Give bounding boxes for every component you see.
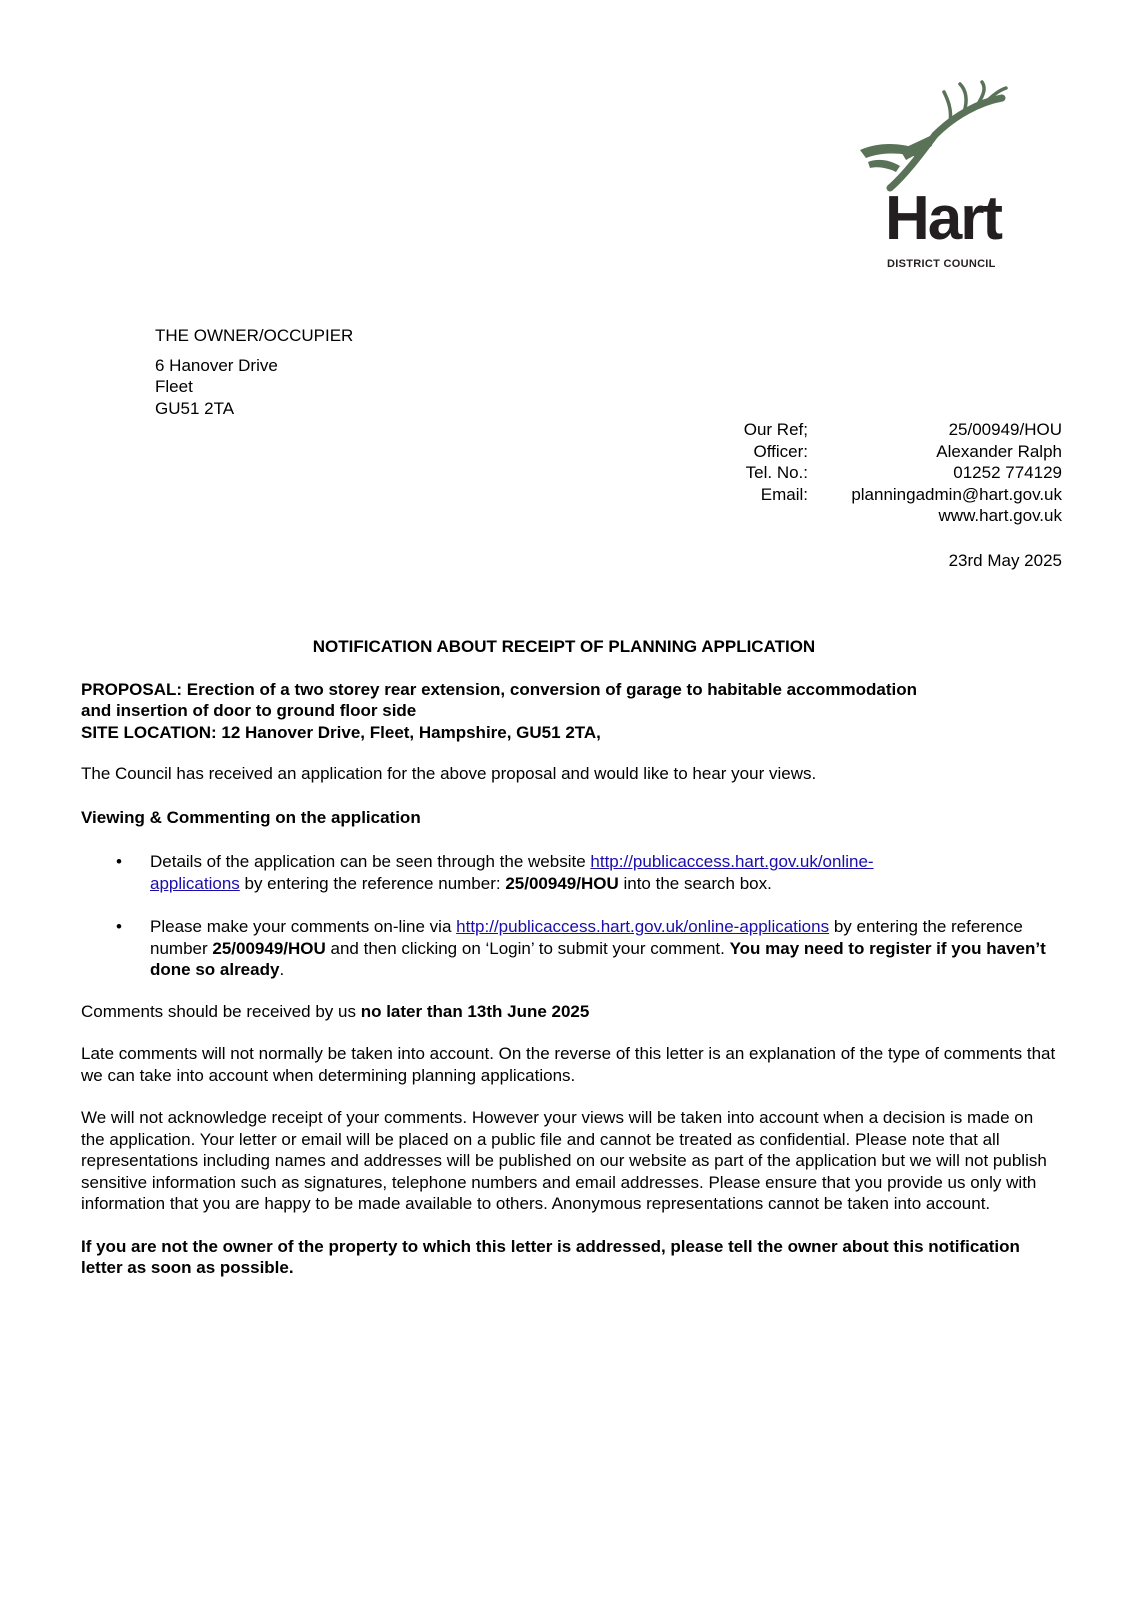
bullet2-text-mid: by entering the reference number	[150, 917, 1023, 958]
instructions-list	[81, 851, 1061, 981]
hart-logo	[860, 80, 1030, 275]
bullet2-text-end: .	[279, 960, 285, 979]
list-item	[81, 916, 1061, 981]
bullet1-text: Details of the application can be seen through the website	[150, 852, 591, 871]
deadline-text	[81, 1001, 1061, 1023]
bullet1-text-mid: by entering the reference number:	[239, 873, 506, 893]
viewing-heading: Viewing & Commenting on the application	[81, 807, 421, 827]
bullet2-ref: 25/00949/HOU	[212, 938, 326, 958]
list-item	[81, 851, 1061, 894]
register-note: You may need to register if you haven’t done so already	[150, 938, 1046, 979]
deadline-date: no later than 13th June 2025	[360, 1001, 590, 1021]
email-value: planningadmin@hart.gov.uk	[851, 484, 1062, 504]
tel-value: 01252 774129	[953, 463, 1062, 482]
proposal-line-2: and insertion of door to ground floor side	[81, 701, 417, 720]
letter-title: NOTIFICATION ABOUT RECEIPT OF PLANNING APPLICATION	[312, 637, 816, 656]
email-label: Email:	[760, 484, 808, 504]
recipient-name: THE OWNER/OCCUPIER	[155, 326, 354, 345]
logo-wordmark: Hart	[885, 184, 1002, 253]
online-applications-link[interactable]: http://publicaccess.hart.gov.uk/online-	[590, 852, 874, 871]
bullet2-text-mid2: and then clicking on ‘Login’ to submit your comment.	[325, 938, 730, 958]
comment-online-link[interactable]: http://publicaccess.hart.gov.uk/online-applications	[456, 917, 830, 936]
recipient-address	[155, 325, 353, 419]
intro-text: The Council has received an application for the above proposal and would like to hear your views.	[81, 764, 817, 783]
stag-icon	[860, 80, 1030, 195]
logo-subtitle: DISTRICT COUNCIL	[887, 258, 996, 270]
bullet1-ref: 25/00949/HOU	[505, 873, 619, 893]
officer-value: Alexander Ralph	[936, 441, 1062, 461]
owner-notice: If you are not the owner of the property to which this letter is addressed, please tell the owner about this notification letter as soon as possible.	[81, 1236, 1020, 1277]
tel-label: Tel. No.:	[745, 463, 808, 482]
proposal-block	[81, 679, 1061, 744]
bullet-icon: •	[116, 852, 122, 871]
address-line-2: Fleet	[155, 377, 193, 396]
ref-value: 25/00949/HOU	[948, 420, 1062, 439]
address-line-3: GU51 2TA	[155, 398, 235, 418]
privacy-text: We will not acknowledge receipt of your comments. However your views will be taken into account when a decision is made on the application. Your letter or email will be placed on a public file and cannot be treated as confidential. Please note that all representations including names and addresses will be published on our website as part of the application but we will not publish sensitive information such as signatures, telephone numbers and email addresses. Please ensure that you provide us only with information that you are happy to be made available to others. Anonymous representations cannot be taken into account.	[81, 1108, 1047, 1213]
site-location: SITE LOCATION: 12 Hanover Drive, Fleet, Hampshire, GU51 2TA,	[81, 722, 601, 742]
officer-label: Officer:	[753, 441, 808, 461]
bullet1-text-end: into the search box.	[618, 873, 772, 893]
letter-date: 23rd May 2025	[948, 551, 1062, 570]
late-comments-text: Late comments will not normally be taken into account. On the reverse of this letter is an explanation of the type of comments that we can take into account when determining planning applications.	[81, 1044, 1056, 1085]
proposal-line-1: PROPOSAL: Erection of a two storey rear extension, conversion of garage to habitable accommodation	[81, 679, 918, 699]
reference-block	[700, 419, 1062, 527]
bullet-icon: •	[116, 917, 122, 936]
ref-label: Our Ref;	[743, 420, 808, 439]
online-applications-link-cont[interactable]: applications	[150, 873, 240, 893]
deadline-prefix: Comments should be received by us	[81, 1001, 361, 1021]
website-value: www.hart.gov.uk	[938, 506, 1062, 525]
bullet2-text: Please make your comments on-line via	[150, 917, 457, 936]
letter-body	[81, 636, 1061, 1279]
address-line-1: 6 Hanover Drive	[155, 355, 278, 375]
